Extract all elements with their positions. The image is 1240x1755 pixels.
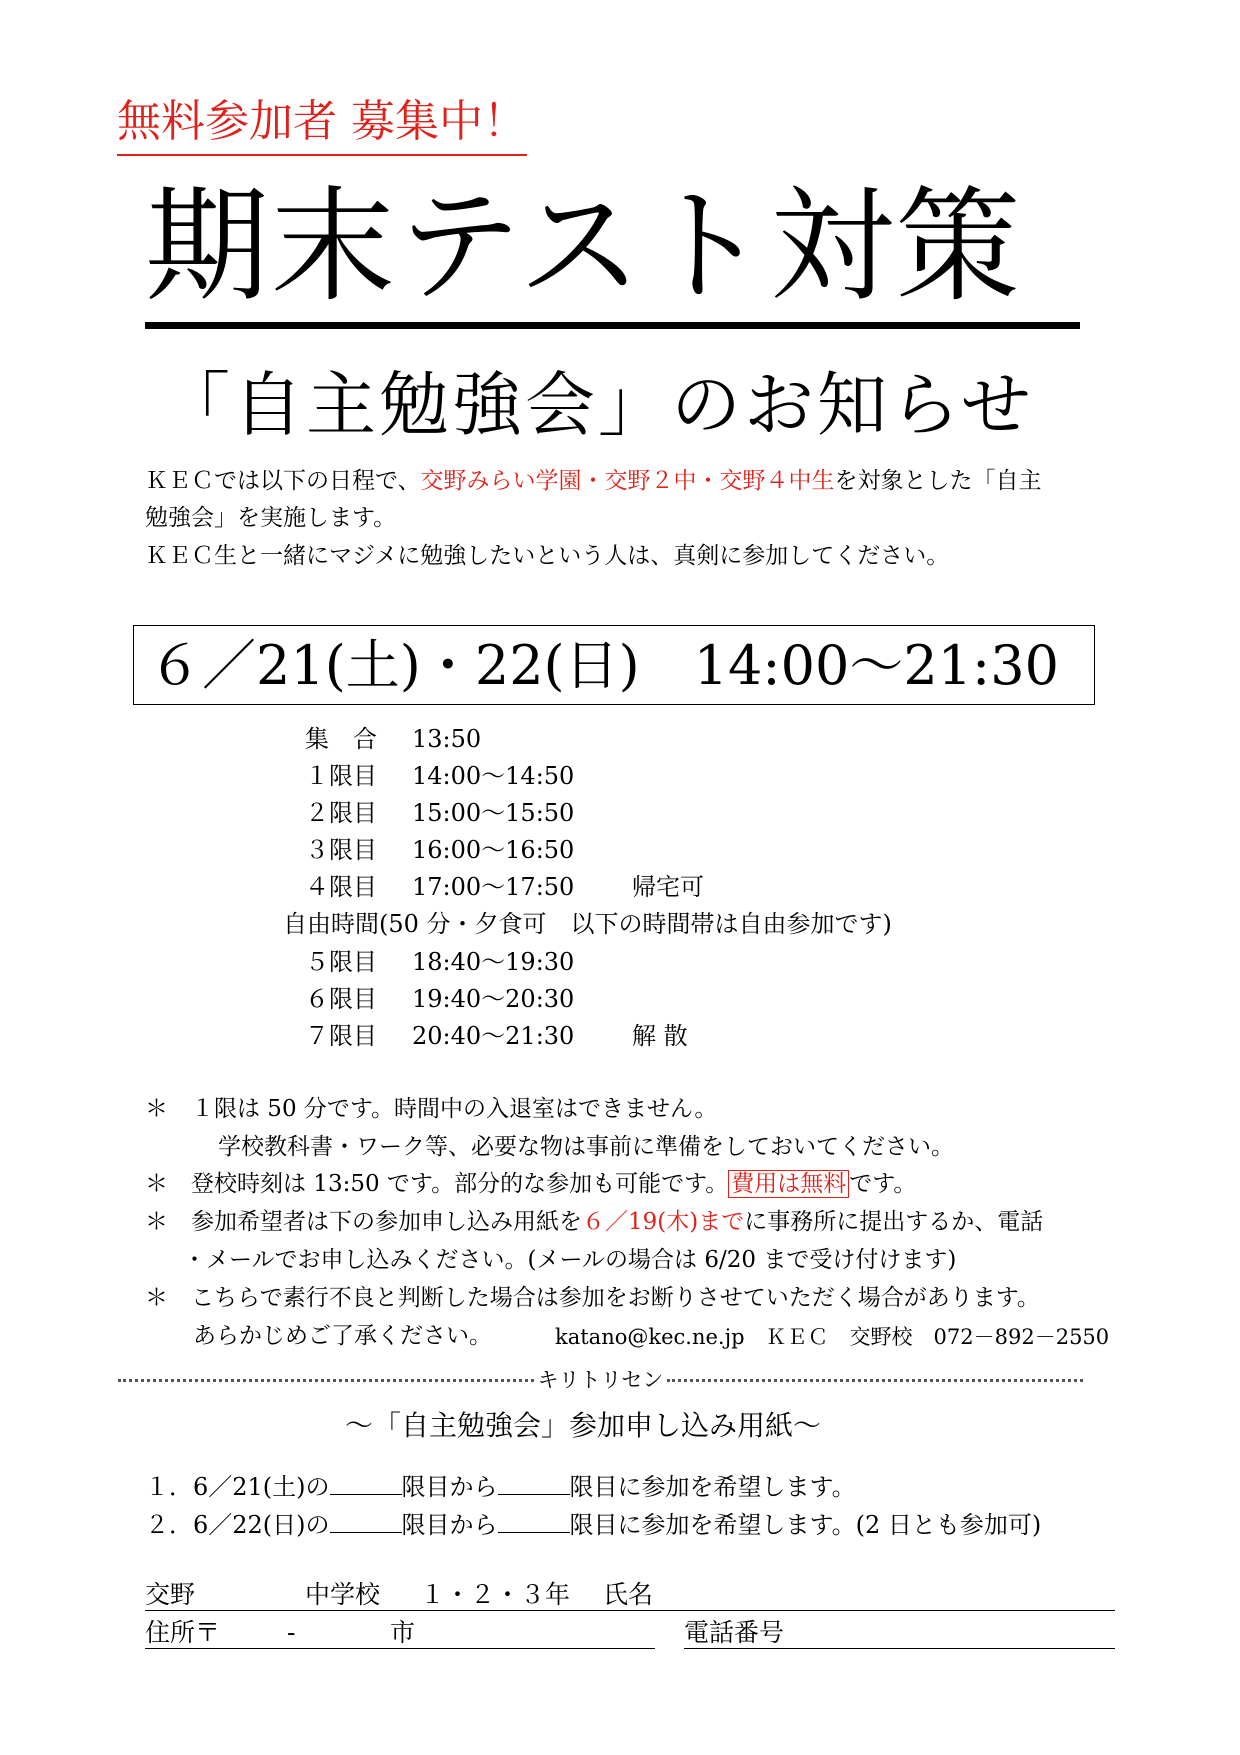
- schedule-label: ３限目: [305, 836, 377, 864]
- schedule-time: 20:40〜21:30: [412, 1022, 575, 1050]
- schedule-note: 解 散: [632, 1022, 688, 1050]
- note-2-tail: です。: [849, 1171, 917, 1197]
- cut-line: [118, 1370, 1083, 1391]
- target-schools: 交野みらい学園・交野２中・交野４中生: [420, 468, 835, 494]
- schedule-time: 14:00〜14:50: [412, 762, 575, 790]
- schedule-label: ６限目: [305, 985, 377, 1013]
- note-3-tail: に事務所に提出するか、電話: [744, 1209, 1044, 1235]
- form-title: 〜「自主勉強会」参加申し込み用紙〜: [345, 1409, 822, 1442]
- schedule-time: 16:00〜16:50: [412, 836, 575, 864]
- form-line-day1: [145, 1474, 856, 1499]
- schedule-time: 19:40〜20:30: [412, 985, 575, 1013]
- phone-label: 電話番号: [684, 1618, 785, 1647]
- intro-line-2: 勉強会」を実施します。: [145, 505, 397, 531]
- note-4: ＊ こちらで素行不良と判断した場合は参加をお断りさせていただく場合があります。: [145, 1285, 1040, 1311]
- school-suffix: 中学校: [305, 1580, 381, 1609]
- note-4-detail: あらかじめご了承ください。: [193, 1323, 492, 1349]
- schedule-time: 18:40〜19:30: [412, 948, 575, 976]
- form-day2-label: ２．6／22(日)の: [145, 1511, 330, 1539]
- name-label: 氏名: [603, 1580, 654, 1609]
- schedule-time: 15:00〜15:50: [412, 799, 575, 827]
- start-period-blank[interactable]: [330, 1512, 402, 1533]
- note-2: [145, 1173, 916, 1196]
- note-1: ＊ １限は 50 分です。時間中の入退室はできません。: [145, 1096, 718, 1122]
- address-line[interactable]: [145, 1648, 655, 1649]
- free-fee-badge: 費用は無料: [728, 1170, 849, 1198]
- event-date-box: ６／21(土)・22(日) 14:00〜21:30: [133, 625, 1095, 705]
- name-row-line[interactable]: [145, 1610, 1115, 1611]
- recruit-banner: 無料参加者 募集中！: [117, 100, 527, 156]
- city-label: 市: [390, 1618, 416, 1647]
- form-line-day2: [145, 1512, 1041, 1537]
- end-period-blank[interactable]: [498, 1512, 570, 1533]
- schedule-label: １限目: [305, 762, 377, 790]
- intro-line-3: ＫＥＣ生と一緒にマジメに勉強したいという人は、真剣に参加してください。: [145, 543, 950, 569]
- cut-line-label: キリトリセン: [537, 1368, 664, 1392]
- form-apply-label: 限目に参加を希望します。(2 日とも参加可): [569, 1511, 1042, 1539]
- form-from-label: 限目から: [401, 1511, 498, 1539]
- intro-text-b: を対象とした「自主: [834, 468, 1042, 494]
- free-time-row: 自由時間(50 分・夕食可 以下の時間帯は自由参加です): [283, 910, 892, 938]
- page-title: 期末テスト対策: [145, 175, 1023, 319]
- end-period-blank[interactable]: [498, 1474, 570, 1495]
- page-subtitle: 「自主勉強会」のお知らせ: [160, 364, 1034, 446]
- intro-text-a: ＫＥＣでは以下の日程で、: [145, 468, 421, 494]
- intro-line-1: [145, 470, 1125, 493]
- grade-options[interactable]: １・２・３年: [420, 1580, 571, 1609]
- form-apply-label: 限目に参加を希望します。: [569, 1473, 856, 1501]
- schedule-time: 17:00〜17:50: [412, 873, 575, 901]
- cut-dots-right: [667, 1379, 1083, 1382]
- school-prefix: 交野: [145, 1580, 196, 1609]
- note-3-detail: ・メールでお申し込みください。(メールの場合は 6/20 まで受け付けます): [183, 1247, 957, 1273]
- cut-dots-left: [118, 1379, 534, 1382]
- address-label: 住所〒: [145, 1618, 221, 1647]
- postal-dash: -: [287, 1618, 296, 1647]
- form-from-label: 限目から: [401, 1473, 498, 1501]
- note-3-text: ＊ 参加希望者は下の参加申し込み用紙を: [145, 1209, 582, 1235]
- deadline: ６／19(木)まで: [582, 1209, 745, 1235]
- form-day1-label: １．6／21(土)の: [145, 1473, 330, 1501]
- title-underline: [145, 322, 1080, 329]
- schedule-label: ５限目: [305, 948, 377, 976]
- schedule-label: ４限目: [305, 873, 377, 901]
- phone-line[interactable]: [684, 1648, 1115, 1649]
- schedule-time: 13:50: [412, 725, 482, 753]
- schedule-label: 集 合: [305, 725, 377, 753]
- schedule-label: ７限目: [305, 1022, 377, 1050]
- schedule-note: 帰宅可: [632, 873, 704, 901]
- note-3: [145, 1211, 1043, 1234]
- note-1-detail: 学校教科書・ワーク等、必要な物は事前に準備をしておいてください。: [218, 1134, 954, 1160]
- contact-info: katano@kec.ne.jp ＫＥＣ 交野校 072－892－2550: [555, 1325, 1110, 1349]
- note-2-text: ＊ 登校時刻は 13:50 です。部分的な参加も可能です。: [145, 1171, 729, 1197]
- schedule-label: ２限目: [305, 799, 377, 827]
- start-period-blank[interactable]: [330, 1474, 402, 1495]
